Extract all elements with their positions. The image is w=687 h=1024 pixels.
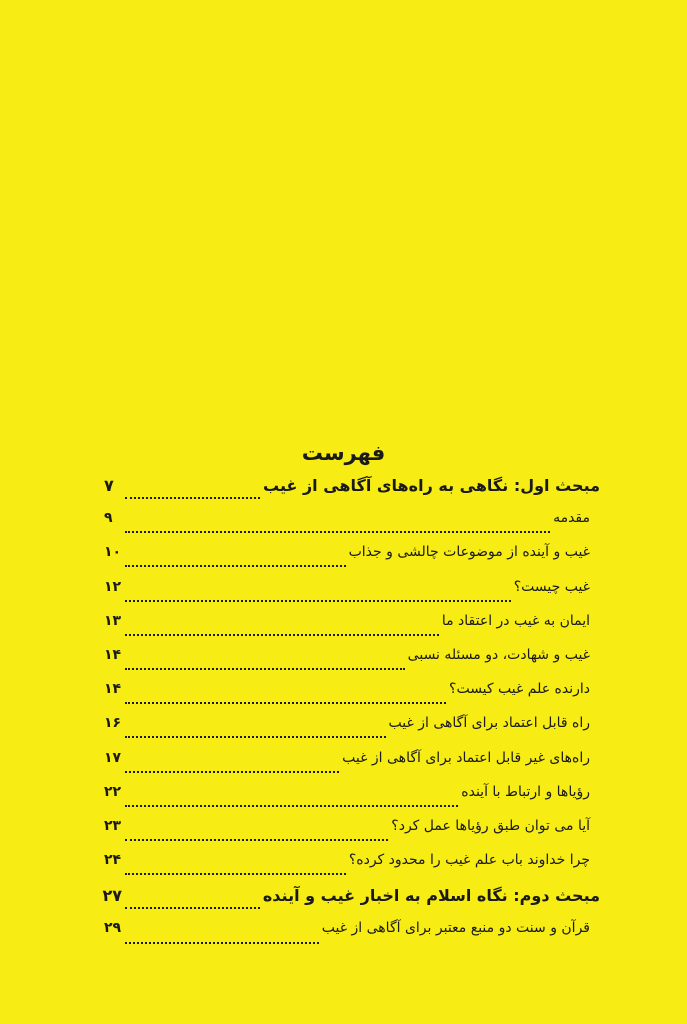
toc-entry (104, 750, 600, 784)
toc-entry (104, 818, 600, 852)
toc-entry-page: ۲۳ (104, 817, 122, 834)
toc-entry-page: ۹ (104, 510, 113, 527)
dot-leader (125, 907, 260, 909)
toc-entry-title: قرآن و سنت دو منبع معتبر برای آگاهی از غیب (321, 920, 590, 937)
toc-entry-title: مبحث اول: نگاهی به راه‌های آگاهی از غیب (263, 476, 600, 495)
toc-entry-title: غیب و آینده از موضوعات چالشی و جذاب (348, 544, 590, 561)
toc-entry (104, 681, 600, 715)
dot-leader (125, 771, 339, 773)
dot-leader (125, 702, 446, 704)
dot-leader (125, 668, 405, 670)
dot-leader (125, 839, 388, 841)
toc-entry (104, 920, 600, 954)
dot-leader (125, 942, 319, 944)
table-of-contents (104, 476, 600, 955)
toc-entry-title: مبحث دوم: نگاه اسلام به اخبار غیب و آینده (262, 886, 600, 906)
toc-entry-page: ۲۲ (104, 783, 122, 800)
toc-entry-page: ۱۲ (104, 578, 122, 595)
toc-entry (104, 647, 600, 681)
toc-entry-page: ۷ (104, 476, 114, 495)
toc-entry-title: راه قابل اعتماد برای آگاهی از غیب (388, 715, 590, 732)
toc-entry (104, 784, 600, 818)
dot-leader (125, 565, 346, 567)
toc-entry (104, 579, 600, 613)
toc-entry-page: ۱۴ (104, 646, 122, 663)
toc-entry-page: ۱۷ (104, 749, 122, 766)
dot-leader (125, 873, 346, 875)
toc-entry-page: ۱۳ (104, 612, 122, 629)
toc-entry-title: آیا می توان طبق رؤیاها عمل کرد؟ (391, 817, 590, 834)
dot-leader (125, 531, 550, 533)
toc-entry-title: غیب و شهادت، دو مسئله نسبی (407, 646, 590, 663)
toc-entry-title: غیب چیست؟ (513, 578, 590, 595)
toc-entry-title: رؤیاها و ارتباط با آینده (461, 783, 590, 800)
dot-leader (125, 497, 260, 499)
toc-entry-page: ۱۴ (104, 681, 122, 698)
dot-leader (125, 736, 386, 738)
toc-entry (104, 544, 600, 578)
toc-entry-page: ۲۹ (104, 920, 122, 937)
toc-entry-page: ۱۶ (104, 715, 122, 732)
toc-entry-page: ۲۴ (104, 852, 122, 869)
toc-title: فهرست (301, 441, 386, 465)
toc-entry-title: مقدمه (553, 510, 590, 527)
toc-entry-title: راه‌های غیر قابل اعتماد برای آگاهی از غیب (342, 749, 590, 766)
toc-entry-page: ۱۰ (104, 544, 122, 561)
toc-entry (104, 715, 600, 749)
toc-entry (104, 852, 600, 886)
toc-entry-title: دارنده علم غیب کیست؟ (449, 681, 590, 698)
dot-leader (125, 634, 439, 636)
toc-entry-page: ۲۷ (102, 886, 122, 906)
toc-entry-title: چرا خداوند باب علم غیب را محدود کرده؟ (348, 852, 590, 869)
toc-entry (104, 886, 600, 920)
toc-entry (104, 613, 600, 647)
dot-leader (125, 805, 458, 807)
toc-entry (104, 510, 600, 544)
dot-leader (125, 600, 511, 602)
toc-entry-title: ایمان به غیب در اعتقاد ما (441, 612, 590, 629)
toc-entry (104, 476, 600, 510)
